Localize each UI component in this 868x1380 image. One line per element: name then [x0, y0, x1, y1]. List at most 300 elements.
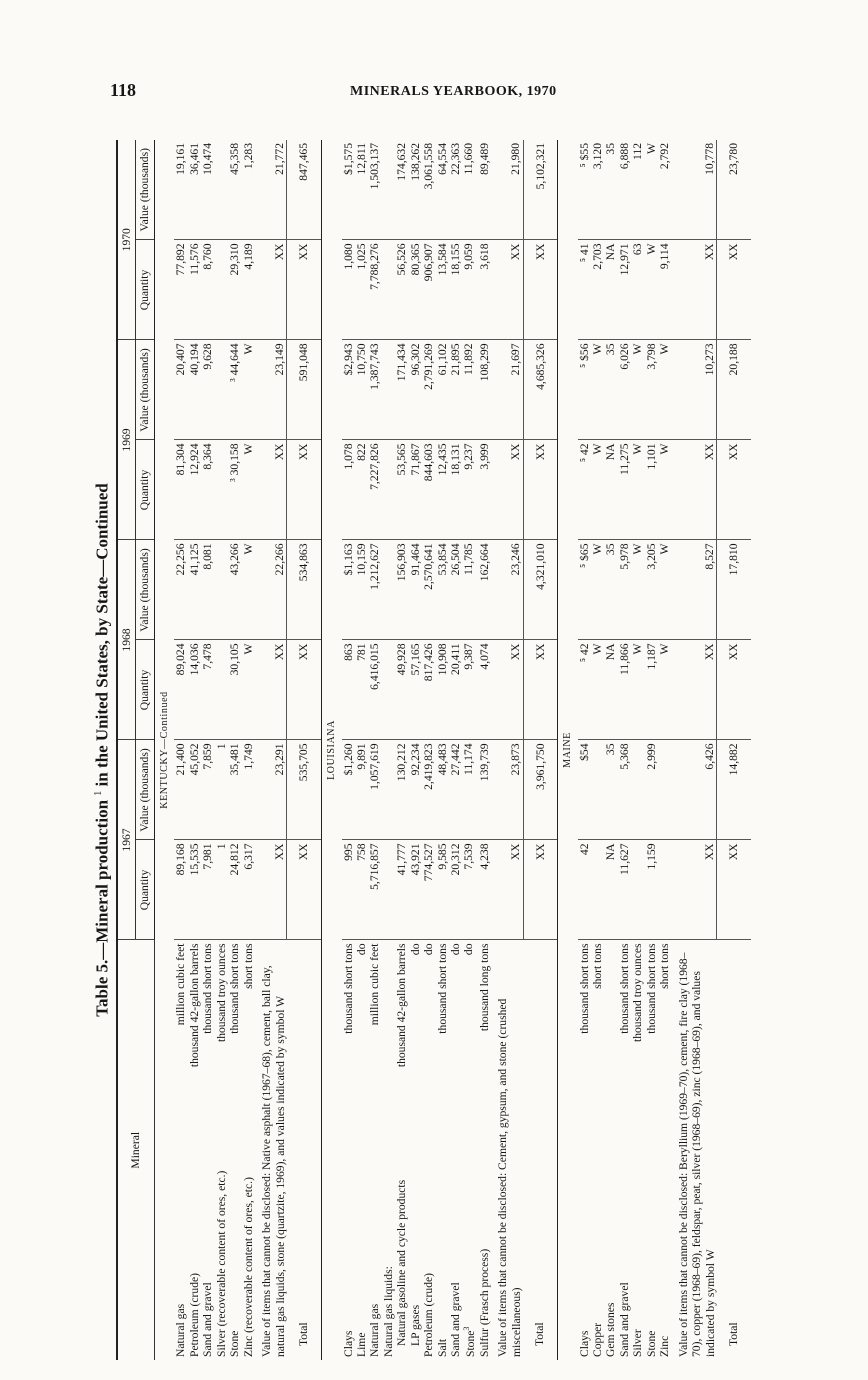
value-cell: 5,368 — [618, 740, 631, 840]
unit-label: thousand short tons — [577, 943, 591, 1034]
quantity-cell: 3,618 — [478, 240, 491, 340]
quantity-cell: W — [242, 440, 255, 540]
value-cell: ⁵ $56 — [578, 340, 591, 440]
mineral-name: Silver — [631, 1329, 645, 1357]
total-row — [717, 140, 751, 1360]
value-cell: 21,772 — [255, 140, 287, 240]
table-body — [154, 140, 751, 1360]
total-label: Total — [726, 1322, 740, 1346]
quantity-header: Quantity — [136, 240, 154, 340]
table-title-footnote: 1 — [93, 790, 104, 796]
value-cell: 10,273 — [672, 340, 717, 440]
page-number: 118 — [110, 80, 137, 100]
table-title-suffix: in the United States, by State—Continued — [92, 483, 112, 787]
total-label: Total — [287, 940, 321, 1360]
table-row — [618, 140, 631, 1360]
quantity-cell: 2,703 — [591, 240, 604, 340]
quantity-cell: 49,928 — [395, 640, 408, 740]
mineral-name: Copper — [591, 1322, 605, 1357]
quantity-cell: 89,024 — [174, 640, 187, 740]
value-header: Value (thousands) — [136, 540, 154, 640]
quantity-cell: 20,411 — [449, 640, 462, 740]
mineral-name: Petroleum (crude) — [422, 1272, 436, 1357]
mineral-name: Stone — [644, 1330, 658, 1357]
quantity-cell: 863 — [342, 640, 355, 740]
section-heading-row — [154, 140, 174, 1360]
table-row — [645, 140, 658, 1360]
quantity-cell: 1,101 — [645, 440, 658, 540]
unit-label: thousand 42-gallon barrels — [187, 943, 201, 1068]
mineral-label-cell — [645, 940, 658, 1360]
quantity-cell — [382, 440, 395, 540]
mineral-label-cell — [215, 940, 228, 1360]
unit-label: do — [422, 943, 436, 956]
quantity-cell: XX — [672, 440, 717, 540]
quantity-cell: 7,788,276 — [368, 240, 381, 340]
quantity-cell — [382, 640, 395, 740]
quantity-cell: 56,526 — [395, 240, 408, 340]
mineral-name: Natural gas — [368, 1303, 382, 1357]
value-cell: 3,061,558 — [422, 140, 435, 240]
value-cell: 10,750 — [355, 340, 368, 440]
value-cell: 112 — [631, 140, 644, 240]
table-row — [591, 140, 604, 1360]
quantity-cell: 71,867 — [409, 440, 422, 540]
value-cell: 11,174 — [462, 740, 477, 840]
value-cell: $54 — [578, 740, 591, 840]
section-heading: MAINE — [561, 732, 573, 768]
value-cell: 130,212 — [395, 740, 408, 840]
running-head: MINERALS YEARBOOK, 1970 — [350, 84, 557, 99]
quantity-cell: W — [591, 440, 604, 540]
year-header-1969: 1969 — [117, 340, 136, 540]
total-quantity-cell: XX — [287, 440, 321, 540]
quantity-cell: 774,527 — [422, 840, 435, 940]
value-cell: W — [591, 540, 604, 640]
table-row — [631, 140, 644, 1360]
mineral-label-cell — [255, 940, 287, 1360]
mineral-name: Stone — [464, 1330, 478, 1357]
total-quantity-cell: XX — [287, 840, 321, 940]
value-cell: 35 — [604, 140, 617, 240]
quantity-cell: 1,078 — [342, 440, 355, 540]
mineral-name: Salt — [435, 1338, 449, 1357]
total-value-cell: 591,048 — [287, 340, 321, 440]
unit-label: thousand short tons — [617, 943, 631, 1034]
quantity-cell: 12,971 — [618, 240, 631, 340]
quantity-cell: 844,603 — [422, 440, 435, 540]
table-row — [604, 140, 617, 1360]
value-cell: 26,504 — [449, 540, 462, 640]
value-cell: 21,895 — [449, 340, 462, 440]
section-heading-row — [321, 140, 341, 1360]
value-cell: 21,697 — [491, 340, 523, 440]
quantity-cell: 29,310 — [228, 240, 241, 340]
quantity-cell: 24,812 — [228, 840, 241, 940]
value-cell: 21,980 — [491, 140, 523, 240]
mineral-name: Value of items that cannot be disclosed: Cement, gypsum, and stone (crushed miscellaneous) — [496, 998, 523, 1357]
quantity-cell: W — [631, 440, 644, 540]
value-cell: W — [658, 340, 671, 440]
quantity-cell: XX — [491, 840, 523, 940]
quantity-cell: XX — [491, 640, 523, 740]
value-cell — [215, 540, 228, 640]
mineral-name: Silver (recoverable content of ores, etc.) — [214, 1170, 228, 1357]
mineral-name: Lime — [354, 1332, 368, 1357]
value-cell: 10,474 — [201, 140, 214, 240]
quantity-cell: 9,585 — [436, 840, 449, 940]
value-cell: 22,266 — [255, 540, 287, 640]
value-cell: W — [631, 340, 644, 440]
value-cell: 48,483 — [436, 740, 449, 840]
value-cell: 3,798 — [645, 340, 658, 440]
unit-label: thousand short tons — [341, 943, 355, 1034]
value-cell: 23,873 — [491, 740, 523, 840]
mineral-name: Natural gas liquids: — [381, 1266, 395, 1357]
value-cell: 22,363 — [449, 140, 462, 240]
mineral-name: Sand and gravel — [449, 1282, 462, 1357]
value-cell: 108,299 — [478, 340, 491, 440]
value-cell: 2,570,641 — [422, 540, 435, 640]
quantity-cell: 43,921 — [409, 840, 422, 940]
mineral-name: Zinc (recoverable content of ores, etc.) — [241, 1177, 255, 1357]
mineral-label-cell — [672, 940, 717, 1360]
mineral-label-cell — [658, 940, 671, 1360]
mineral-name: Value of items that cannot be disclosed: Beryllium (1969–70), cement, fire clay (1968–70), copper (1968–69), feldspar, peat, silver (1968–69), zinc (1968–69), and values indicated by symbol W — [676, 952, 717, 1357]
rotated-table-container — [82, 140, 782, 1360]
quantity-cell: 1 — [215, 840, 228, 940]
table-row — [395, 140, 408, 1360]
value-cell — [631, 740, 644, 840]
value-cell: 40,194 — [188, 340, 201, 440]
mineral-name: Sand and gravel — [617, 1282, 631, 1357]
quantity-cell: ⁵ 41 — [578, 240, 591, 340]
value-cell: 89,489 — [478, 140, 491, 240]
total-label: Total — [523, 940, 557, 1360]
table-row — [255, 140, 287, 1360]
mineral-name: Stone — [228, 1330, 242, 1357]
quantity-cell: 18,131 — [449, 440, 462, 540]
mineral-label-cell — [604, 940, 617, 1360]
value-cell: 2,419,823 — [422, 740, 435, 840]
quantity-cell: NA — [604, 640, 617, 740]
total-quantity-cell: XX — [523, 440, 557, 540]
mineral-name: Natural gasoline and cycle products — [395, 1179, 409, 1346]
quantity-cell — [591, 840, 604, 940]
total-quantity-cell: XX — [717, 240, 751, 340]
mineral-name: LP gases — [408, 1304, 422, 1346]
unit-label: do — [354, 943, 368, 956]
value-cell: 35 — [604, 740, 617, 840]
quantity-cell: 9,059 — [462, 240, 477, 340]
table-row — [215, 140, 228, 1360]
quantity-cell: 63 — [631, 240, 644, 340]
quantity-cell: 1,025 — [355, 240, 368, 340]
quantity-cell — [658, 840, 671, 940]
table-row — [449, 140, 462, 1360]
value-cell: 35,481 — [228, 740, 241, 840]
value-cell: 10,778 — [672, 140, 717, 240]
quantity-cell: 7,227,826 — [368, 440, 381, 540]
total-quantity-cell: XX — [717, 840, 751, 940]
table-row — [658, 140, 671, 1360]
quantity-cell: 4,238 — [478, 840, 491, 940]
quantity-cell: W — [631, 640, 644, 740]
quantity-cell: XX — [255, 840, 287, 940]
quantity-cell: XX — [255, 240, 287, 340]
total-row — [523, 140, 557, 1360]
total-value-cell: 23,780 — [717, 140, 751, 240]
quantity-cell: 7,539 — [462, 840, 477, 940]
quantity-cell: 13,584 — [436, 240, 449, 340]
quantity-cell — [215, 240, 228, 340]
value-cell — [382, 740, 395, 840]
value-cell: 2,792 — [658, 140, 671, 240]
quantity-cell: 758 — [355, 840, 368, 940]
quantity-cell: 15,535 — [188, 840, 201, 940]
quantity-cell: 995 — [342, 840, 355, 940]
mineral-label-cell — [188, 940, 201, 1360]
section-heading: KENTUCKY—Continued — [158, 691, 170, 809]
value-cell: 22,256 — [174, 540, 187, 640]
quantity-cell: 4,074 — [478, 640, 491, 740]
unit-label: thousand long tons — [477, 943, 491, 1032]
table-row — [201, 140, 214, 1360]
table-row — [672, 140, 717, 1360]
quantity-cell: W — [658, 440, 671, 540]
mineral-name: Petroleum (crude) — [187, 1272, 201, 1357]
quantity-cell: 41,777 — [395, 840, 408, 940]
value-cell: W — [645, 140, 658, 240]
value-cell: 92,234 — [409, 740, 422, 840]
mineral-label-cell — [342, 940, 355, 1360]
mineral-label-cell — [631, 940, 644, 1360]
quantity-cell: 822 — [355, 440, 368, 540]
value-cell: 9,628 — [201, 340, 214, 440]
quantity-cell: NA — [604, 840, 617, 940]
value-cell: W — [591, 340, 604, 440]
value-cell — [215, 140, 228, 240]
value-cell: 6,426 — [672, 740, 717, 840]
value-cell: $1,575 — [342, 140, 355, 240]
value-cell: 61,102 — [436, 340, 449, 440]
value-cell: 35 — [604, 340, 617, 440]
mineral-label-cell — [462, 940, 477, 1360]
year-header-1968: 1968 — [117, 540, 136, 740]
footnote-marker: 3 — [462, 1326, 472, 1331]
value-cell — [658, 740, 671, 840]
table-title — [82, 140, 116, 1360]
quantity-cell: 906,907 — [422, 240, 435, 340]
quantity-cell: XX — [255, 640, 287, 740]
unit-label: do — [449, 943, 462, 956]
quantity-cell: NA — [604, 440, 617, 540]
total-value-cell: 5,102,321 — [523, 140, 557, 240]
mineral-production-table — [116, 140, 751, 1360]
quantity-cell: 77,892 — [174, 240, 187, 340]
value-cell: 21,400 — [174, 740, 187, 840]
value-cell: 96,302 — [409, 340, 422, 440]
quantity-cell: ⁵ 42 — [578, 440, 591, 540]
value-cell: 36,461 — [188, 140, 201, 240]
quantity-cell: 7,478 — [201, 640, 214, 740]
value-cell: 174,632 — [395, 140, 408, 240]
quantity-cell: XX — [491, 440, 523, 540]
table-row — [242, 140, 255, 1360]
value-cell — [382, 140, 395, 240]
value-cell: 1,503,137 — [368, 140, 381, 240]
mineral-label-cell — [618, 940, 631, 1360]
value-cell: 6,888 — [618, 140, 631, 240]
total-quantity-cell: XX — [523, 240, 557, 340]
quantity-cell: XX — [255, 440, 287, 540]
value-cell: 1,387,743 — [368, 340, 381, 440]
table-row — [382, 140, 395, 1360]
quantity-cell: 9,114 — [658, 240, 671, 340]
quantity-cell: 80,365 — [409, 240, 422, 340]
value-cell: 8,527 — [672, 540, 717, 640]
mineral-label-cell — [242, 940, 255, 1360]
value-cell: 7,859 — [201, 740, 214, 840]
value-cell: 3,120 — [591, 140, 604, 240]
total-quantity-cell: XX — [717, 640, 751, 740]
table-row — [188, 140, 201, 1360]
table-row — [478, 140, 491, 1360]
quantity-cell: 6,416,015 — [368, 640, 381, 740]
total-value-cell: 4,321,010 — [523, 540, 557, 640]
value-cell: 5,978 — [618, 540, 631, 640]
value-cell: 10,159 — [355, 540, 368, 640]
quantity-cell: 4,189 — [242, 240, 255, 340]
mineral-label-cell — [449, 940, 462, 1360]
mineral-label-cell — [382, 940, 395, 1360]
quantity-cell: XX — [672, 640, 717, 740]
value-cell — [382, 340, 395, 440]
value-cell: ⁵ $55 — [578, 140, 591, 240]
quantity-cell — [215, 640, 228, 740]
quantity-header: Quantity — [136, 840, 154, 940]
value-cell: 43,266 — [228, 540, 241, 640]
quantity-cell: 53,565 — [395, 440, 408, 540]
year-header-1967: 1967 — [117, 740, 136, 940]
table-row — [342, 140, 355, 1360]
unit-label: do — [408, 943, 422, 956]
value-cell: 1,212,627 — [368, 540, 381, 640]
value-cell: 23,149 — [255, 340, 287, 440]
quantity-cell: 81,304 — [174, 440, 187, 540]
quantity-cell — [215, 440, 228, 540]
quantity-cell: 10,908 — [436, 640, 449, 740]
quantity-cell: 9,387 — [462, 640, 477, 740]
unit-label: short tons — [658, 943, 672, 989]
total-quantity-cell: XX — [717, 440, 751, 540]
value-cell: $1,260 — [342, 740, 355, 840]
value-cell: 2,791,269 — [422, 340, 435, 440]
total-quantity-cell: XX — [287, 240, 321, 340]
quantity-cell: 57,165 — [409, 640, 422, 740]
value-cell: 1,283 — [242, 140, 255, 240]
unit-label: short tons — [591, 943, 605, 989]
mineral-column-header: Mineral — [117, 940, 154, 1360]
value-cell — [382, 540, 395, 640]
unit-label: million cubic feet — [174, 943, 188, 1026]
mineral-label-cell — [355, 940, 368, 1360]
section-heading-row — [557, 140, 577, 1360]
mineral-name: Sand and gravel — [201, 1282, 215, 1357]
total-row — [287, 140, 321, 1360]
table-row — [422, 140, 435, 1360]
quantity-cell: 14,036 — [188, 640, 201, 740]
value-cell: 23,246 — [491, 540, 523, 640]
mineral-label-cell — [491, 940, 523, 1360]
value-header: Value (thousands) — [136, 740, 154, 840]
value-cell: 11,892 — [462, 340, 477, 440]
mineral-name: Sulfur (Frasch process) — [477, 1248, 491, 1357]
value-cell: 19,161 — [174, 140, 187, 240]
value-cell: 23,291 — [255, 740, 287, 840]
value-header: Value (thousands) — [136, 140, 154, 240]
value-cell: 20,407 — [174, 340, 187, 440]
value-cell: 11,660 — [462, 140, 477, 240]
quantity-cell: NA — [604, 240, 617, 340]
quantity-cell: 8,364 — [201, 440, 214, 540]
table-row — [174, 140, 187, 1360]
quantity-cell: ³ 30,158 — [228, 440, 241, 540]
quantity-cell: 12,924 — [188, 440, 201, 540]
unit-label: thousand short tons — [228, 943, 242, 1034]
unit-label: short tons — [241, 943, 255, 989]
quantity-cell: 6,317 — [242, 840, 255, 940]
mineral-label-cell — [409, 940, 422, 1360]
quantity-header: Quantity — [136, 440, 154, 540]
table-row — [355, 140, 368, 1360]
mineral-name: Clays — [577, 1330, 591, 1357]
quantity-cell: 42 — [578, 840, 591, 940]
value-cell: W — [242, 540, 255, 640]
value-cell: ³ 44,644 — [228, 340, 241, 440]
mineral-label-cell — [591, 940, 604, 1360]
mineral-name: Clays — [341, 1330, 355, 1357]
value-cell: 64,554 — [436, 140, 449, 240]
value-cell: 156,903 — [395, 540, 408, 640]
mineral-label-cell — [228, 940, 241, 1360]
quantity-cell: 1,187 — [645, 640, 658, 740]
value-cell: 11,785 — [462, 540, 477, 640]
quantity-cell: XX — [672, 840, 717, 940]
value-cell: 27,442 — [449, 740, 462, 840]
value-cell: 12,811 — [355, 140, 368, 240]
mineral-label-cell — [436, 940, 449, 1360]
quantity-cell: 781 — [355, 640, 368, 740]
quantity-cell — [631, 840, 644, 940]
quantity-cell: 1,159 — [645, 840, 658, 940]
quantity-cell: 30,105 — [228, 640, 241, 740]
quantity-cell: W — [242, 640, 255, 740]
mineral-label-cell — [422, 940, 435, 1360]
quantity-cell — [382, 840, 395, 940]
value-cell: 1 — [215, 740, 228, 840]
value-cell: 45,052 — [188, 740, 201, 840]
quantity-cell: 7,981 — [201, 840, 214, 940]
total-quantity-cell: XX — [523, 840, 557, 940]
value-cell: 3,205 — [645, 540, 658, 640]
quantity-cell: 18,155 — [449, 240, 462, 340]
value-cell: 41,125 — [188, 540, 201, 640]
unit-label: thousand short tons — [435, 943, 449, 1034]
quantity-cell: 1,080 — [342, 240, 355, 340]
unit-label: thousand troy ounces — [631, 943, 645, 1043]
value-cell — [591, 740, 604, 840]
